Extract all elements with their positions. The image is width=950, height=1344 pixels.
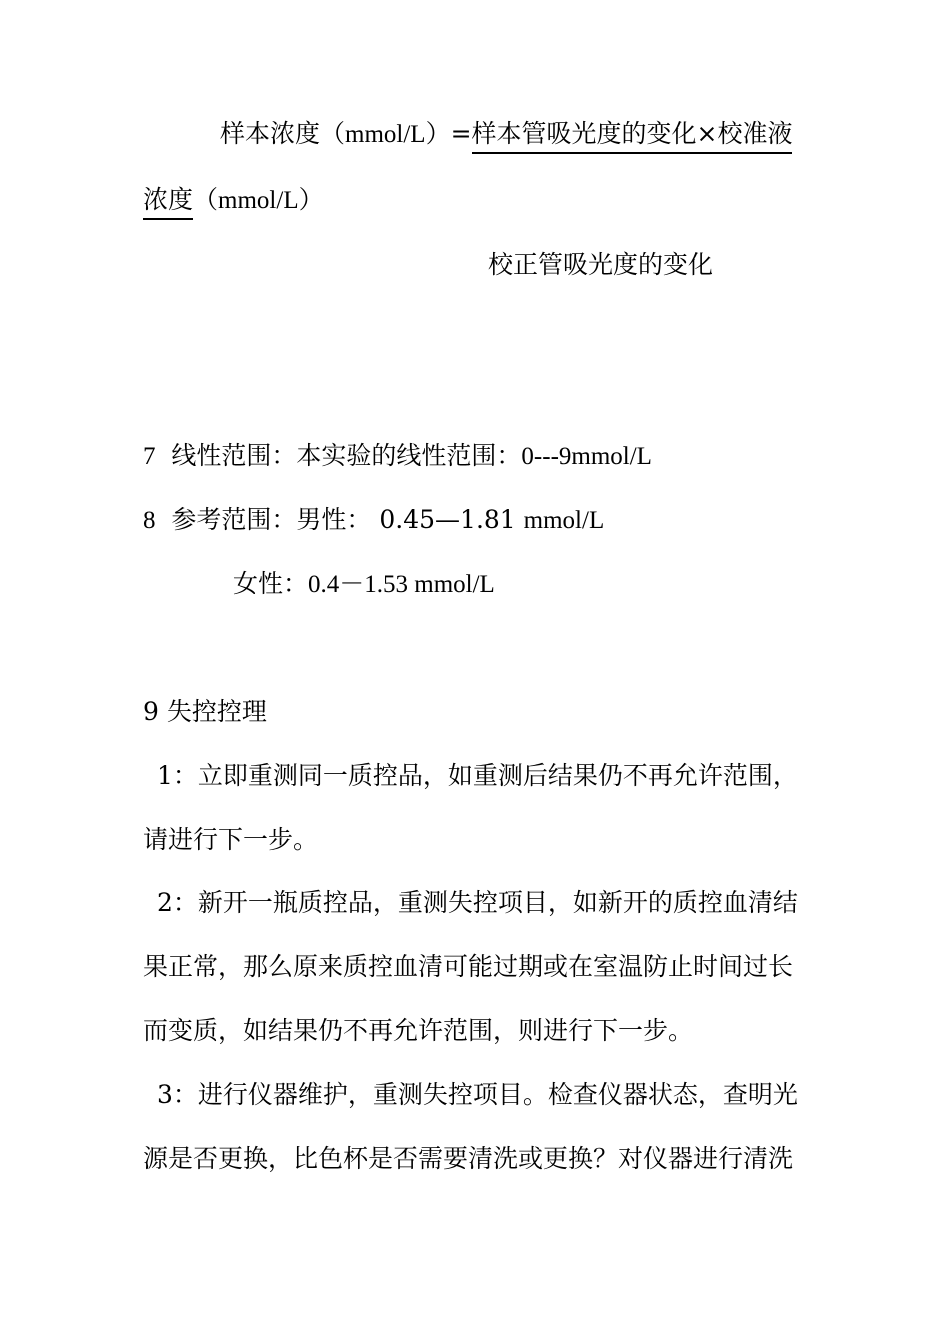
section-9-step-2-line-2: 果正常，那么原来质控血清可能过期或在室温防止时间过长 [143, 952, 794, 981]
section-9-title: 9 失控控理 [143, 697, 267, 726]
formula-open: （ [193, 185, 219, 214]
section-8-male-range: 0.45—1.81 [379, 505, 516, 534]
section-7-number: 7 [143, 443, 156, 470]
section-7 [143, 440, 652, 473]
section-7-value: 0---9mmol/L [521, 443, 652, 470]
section-8-female-label: 女性： [233, 569, 309, 598]
section-8-number: 8 [143, 507, 156, 534]
section-9-step-1-line-1: 1：立即重测同一质控品，如重测后结果仍不再允许范围， [157, 761, 798, 790]
formula-close-2: ） [298, 185, 324, 214]
section-8-female-range: 0.4－1.53 mmol/L [308, 571, 495, 598]
formula-line-1 [220, 118, 792, 151]
section-8-unit: mmol/L [523, 507, 605, 534]
section-8 [143, 504, 604, 537]
section-8-female [233, 568, 495, 601]
section-8-label: 参考范围：男性： [171, 505, 372, 534]
formula-unit: mmol/L [345, 121, 426, 148]
formula-unit-2: mmol/L [218, 187, 299, 214]
formula-numerator-tail: 浓度 [143, 185, 193, 220]
section-9-step-1-line-2: 请进行下一步。 [143, 825, 319, 854]
section-9-step-3-line-2: 源是否更换，比色杯是否需要清洗或更换？对仪器进行清洗 [143, 1144, 794, 1173]
formula-line-2 [143, 184, 324, 217]
section-7-text: 线性范围：本实验的线性范围： [171, 441, 522, 470]
formula-denominator: 校正管吸光度的变化 [488, 250, 714, 279]
formula-prefix: 样本浓度（ [220, 119, 346, 148]
section-9-step-2-line-3: 而变质，如结果仍不再允许范围，则进行下一步。 [143, 1016, 694, 1045]
formula-numerator: 样本管吸光度的变化×校准液 [472, 119, 793, 154]
formula-close: ）= [425, 119, 472, 148]
section-9-step-3-line-1: 3：进行仪器维护，重测失控项目。检查仪器状态，查明光 [157, 1080, 798, 1109]
section-9-step-2-line-1: 2：新开一瓶质控品，重测失控项目，如新开的质控血清结 [157, 888, 798, 917]
